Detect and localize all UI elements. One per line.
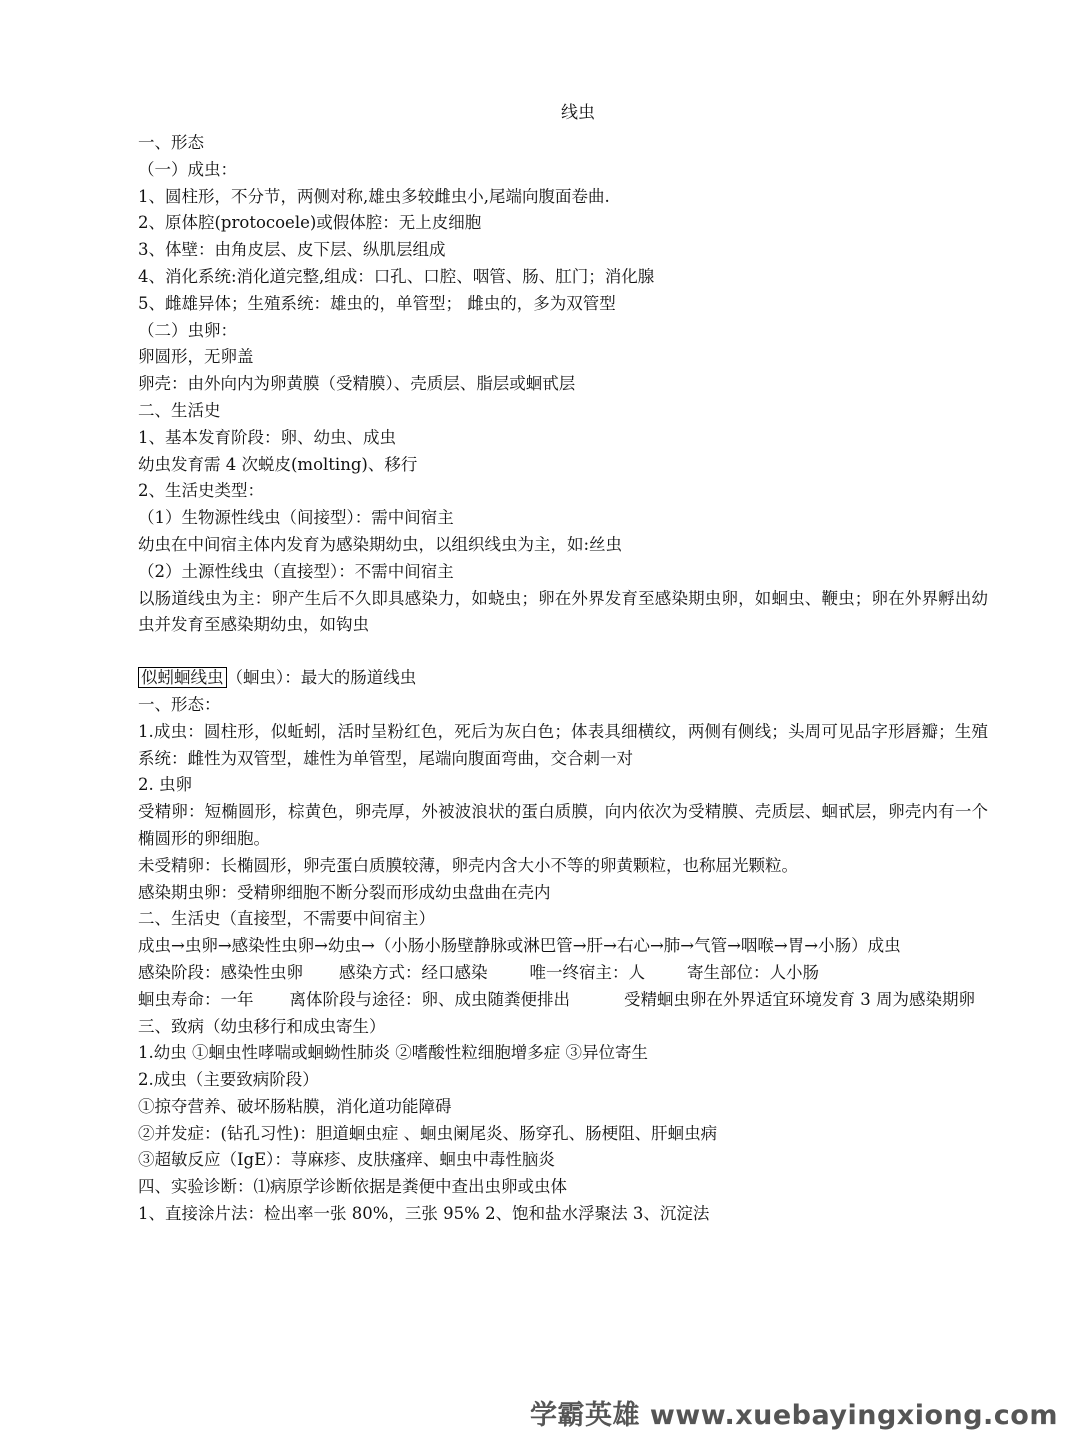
text-line: 5、雌雄异体；生殖系统：雄虫的，单管型； 雌虫的，多为双管型 xyxy=(138,293,616,313)
text-line: 2.成虫（主要致病阶段） xyxy=(138,1070,319,1090)
ascaris-heading xyxy=(138,665,988,692)
lifespan: 蛔虫寿命：一年 xyxy=(138,989,254,1009)
text-line: 2、原体腔(protocoele)或假体腔：无上皮细胞 xyxy=(138,213,482,233)
document-title: 线虫 xyxy=(561,103,595,123)
text-line: 1、基本发育阶段：卵、幼虫、成虫 xyxy=(138,427,396,447)
text-line: 卵圆形，无卵盖 xyxy=(138,347,254,367)
watermark-footer: 学霸英雄 www.xuebayingxiong.com xyxy=(529,1400,1058,1431)
text-line: 4、消化系统:消化道完整,组成：口孔、口腔、咽管、肠、肛门；消化腺 xyxy=(138,266,655,286)
text-line: ①掠夺营养、破坏肠粘膜，消化道功能障碍 xyxy=(138,1096,452,1116)
heading-diagnosis: 四、实验诊断：⑴病原学诊断依据是粪便中查出虫卵或虫体 xyxy=(138,1177,567,1197)
subheading-egg: （二）虫卵： xyxy=(138,320,237,340)
text-line: ③超敏反应（IgE）：荨麻疹、皮肤瘙痒、蛔虫中毒性脑炎 xyxy=(138,1150,555,1170)
text-paragraph: 以肠道线虫为主：卵产生后不久即具感染力，如蛲虫；卵在外界发育至感染期虫卵，如蛔虫、鞭虫；卵在外界孵出幼虫并发育至感染期幼虫，如钩虫 xyxy=(138,588,988,635)
document-page xyxy=(138,98,988,1228)
text-paragraph: 成虫→虫卵→感染性虫卵→幼虫→（小肠小肠壁静脉或淋巴管→肝→右心→肺→气管→咽喉→胃→小肠）成虫 xyxy=(138,936,901,956)
infection-route: 感染方式：经口感染 xyxy=(339,962,488,982)
text-line: （2）土源性线虫（直接型）：不需中间宿主 xyxy=(138,561,454,581)
text-line: （1）生物源性线虫（间接型）：需中间宿主 xyxy=(138,508,454,528)
subheading-egg: 2. 虫卵 xyxy=(138,775,192,795)
text-paragraph: 受精卵：短椭圆形，棕黄色，卵壳厚，外被波浪状的蛋白质膜，向内依次为受精膜、壳质层、蛔甙层，卵壳内有一个椭圆形的卵细胞。 xyxy=(138,802,988,848)
exit-route: 离体阶段与途径：卵、成虫随粪便排出 xyxy=(289,989,570,1009)
text-line: 卵壳：由外向内为卵黄膜（受精膜）、壳质层、脂层或蛔甙层 xyxy=(138,374,576,394)
text-line: 3、体壁：由角皮层、皮下层、纵肌层组成 xyxy=(138,240,446,260)
text-line: 1、圆柱形，不分节，两侧对称,雄虫多较雌虫小,尾端向腹面卷曲. xyxy=(138,186,610,206)
text-line: 2、生活史类型： xyxy=(138,481,264,501)
text-line: 1、直接涂片法：检出率一张 80%，三张 95% 2、饱和盐水浮聚法 3、沉淀法 xyxy=(138,1204,710,1224)
heading-life-history: 二、生活史 xyxy=(138,400,221,420)
subheading-adult: （一）成虫： xyxy=(138,159,237,179)
parasitic-site: 寄生部位：人小肠 xyxy=(687,962,819,982)
heading-morphology: 一、形态： xyxy=(138,694,221,714)
text-line: 幼虫发育需 4 次蜕皮(molting)、移行 xyxy=(138,454,418,474)
text-line: 1.幼虫 ①蛔虫性哮喘或蛔蚴性肺炎 ②嗜酸性粒细胞增多症 ③异位寄生 xyxy=(138,1043,648,1063)
lifespan-paragraph xyxy=(138,987,988,1014)
text-line: 幼虫在中间宿主体内发育为感染期幼虫，以组织线虫为主，如:丝虫 xyxy=(138,534,623,554)
only-host: 唯一终宿主：人 xyxy=(529,962,645,982)
text-paragraph: 1.成虫：圆柱形，似蚯蚓，活时呈粉红色，死后为灰白色；体表具细横纹，两侧有侧线；头周可见品字形唇瓣；生殖系统：雌性为双管型，雄性为单管型，尾端向腹面弯曲，交合刺一对 xyxy=(138,721,988,768)
development-note: 受精蛔虫卵在外界适宜环境发育 3 周为感染期卵 xyxy=(624,989,975,1009)
ascaris-name-rest: （蛔虫）：最大的肠道线虫 xyxy=(226,668,417,688)
heading-life-history: 二、生活史（直接型，不需要中间宿主） xyxy=(138,909,435,929)
text-line: 未受精卵：长椭圆形，卵壳蛋白质膜较薄，卵壳内含大小不等的卵黄颗粒，也称屈光颗粒。 xyxy=(138,855,798,875)
ascaris-name-boxed: 似蚓蛔线虫 xyxy=(138,667,227,688)
heading-morphology: 一、形态 xyxy=(138,133,204,152)
heading-pathogenesis: 三、致病（幼虫移行和成虫寄生） xyxy=(138,1016,386,1036)
spacer xyxy=(138,639,988,665)
infection-facts-row xyxy=(138,960,988,987)
text-line: 感染期虫卵：受精卵细胞不断分裂而形成幼虫盘曲在壳内 xyxy=(138,882,551,902)
text-line: ②并发症：(钻孔习性)：胆道蛔虫症 、蛔虫阑尾炎、肠穿孔、肠梗阻、肝蛔虫病 xyxy=(138,1123,718,1143)
infection-stage: 感染阶段：感染性虫卵 xyxy=(138,962,303,982)
